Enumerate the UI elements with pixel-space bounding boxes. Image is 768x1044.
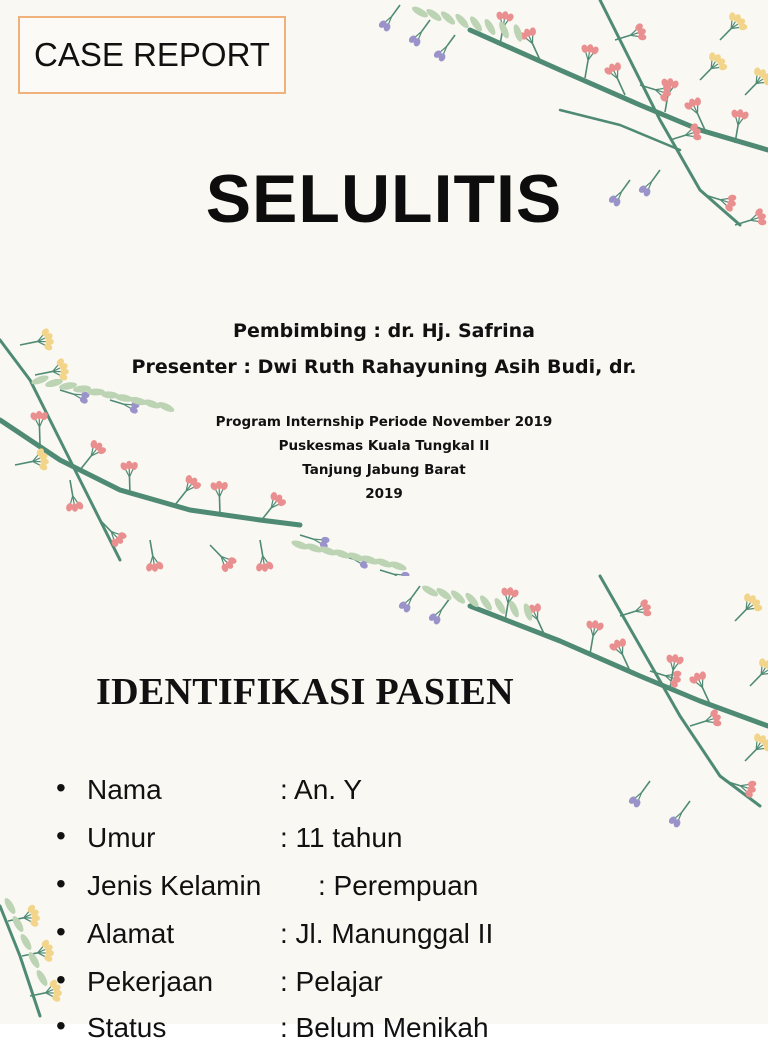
- twig: [447, 35, 455, 46]
- location-text: Tanjung Jabung Barat: [0, 462, 768, 478]
- field-value: : Perempuan: [318, 870, 478, 902]
- bullet-icon: •: [56, 964, 66, 996]
- page-title: SELULITIS: [0, 160, 768, 238]
- blossom: [145, 562, 153, 572]
- twig: [642, 781, 650, 792]
- leaf: [420, 583, 439, 598]
- field-label: Alamat: [87, 918, 174, 950]
- leaf: [482, 17, 497, 36]
- twig: [670, 135, 685, 140]
- twig: [150, 540, 153, 556]
- presenter-text: Presenter : Dwi Ruth Rahayuning Asih Budi, dr.: [0, 356, 768, 378]
- twig: [392, 5, 400, 16]
- leaf: [2, 896, 17, 915]
- twig: [585, 60, 588, 78]
- leaf: [492, 596, 507, 615]
- field-label: Pekerjaan: [87, 966, 213, 998]
- twig: [300, 535, 313, 539]
- leaf: [439, 9, 457, 26]
- blossom: [255, 562, 263, 572]
- twig: [745, 750, 756, 761]
- twig: [412, 586, 420, 597]
- branch-stem: [470, 606, 768, 726]
- field-value: : 11 tahun: [280, 822, 402, 854]
- slide-identifikasi: [0, 576, 768, 1024]
- field-value: : An. Y: [280, 774, 362, 806]
- twig: [422, 20, 430, 31]
- twig: [745, 84, 756, 95]
- case-report-badge: CASE REPORT: [18, 16, 286, 94]
- leaf: [388, 560, 407, 573]
- twig: [618, 79, 625, 95]
- field-label: Umur: [87, 822, 155, 854]
- field-label: Status: [87, 1012, 166, 1044]
- twig: [750, 675, 761, 686]
- field-value: : Pelajar: [280, 966, 383, 998]
- bullet-icon: •: [56, 820, 66, 852]
- twig: [735, 610, 746, 621]
- twig: [590, 636, 593, 654]
- program-text: Program Internship Periode November 2019: [0, 414, 768, 430]
- leaf: [18, 932, 33, 951]
- leaf: [453, 12, 470, 30]
- field-label: Jenis Kelamin: [87, 870, 261, 902]
- field-value: : Belum Menikah: [280, 1012, 489, 1044]
- twig: [380, 570, 393, 574]
- puskesmas-text: Puskesmas Kuala Tungkal II: [0, 438, 768, 454]
- bullet-icon: •: [56, 772, 66, 804]
- leaf: [34, 968, 49, 987]
- field-label: Nama: [87, 774, 162, 806]
- year-text: 2019: [0, 486, 768, 502]
- twig: [260, 540, 263, 556]
- section-heading: IDENTIFIKASI PASIEN: [96, 670, 514, 714]
- branch-stem: [470, 30, 768, 150]
- twig: [60, 390, 73, 394]
- bullet-icon: •: [56, 868, 66, 900]
- bullet-icon: •: [56, 1010, 66, 1042]
- twig: [700, 69, 711, 80]
- pembimbing-text: Pembimbing : dr. Hj. Safrina: [0, 320, 768, 342]
- leaf: [449, 588, 467, 605]
- blossom: [65, 502, 73, 512]
- twig: [690, 721, 705, 726]
- twig: [682, 801, 690, 812]
- bullet-icon: •: [56, 916, 66, 948]
- twig: [720, 29, 731, 40]
- field-value: : Jl. Manunggal II: [280, 918, 493, 950]
- leaf: [410, 4, 429, 19]
- twig: [210, 545, 221, 556]
